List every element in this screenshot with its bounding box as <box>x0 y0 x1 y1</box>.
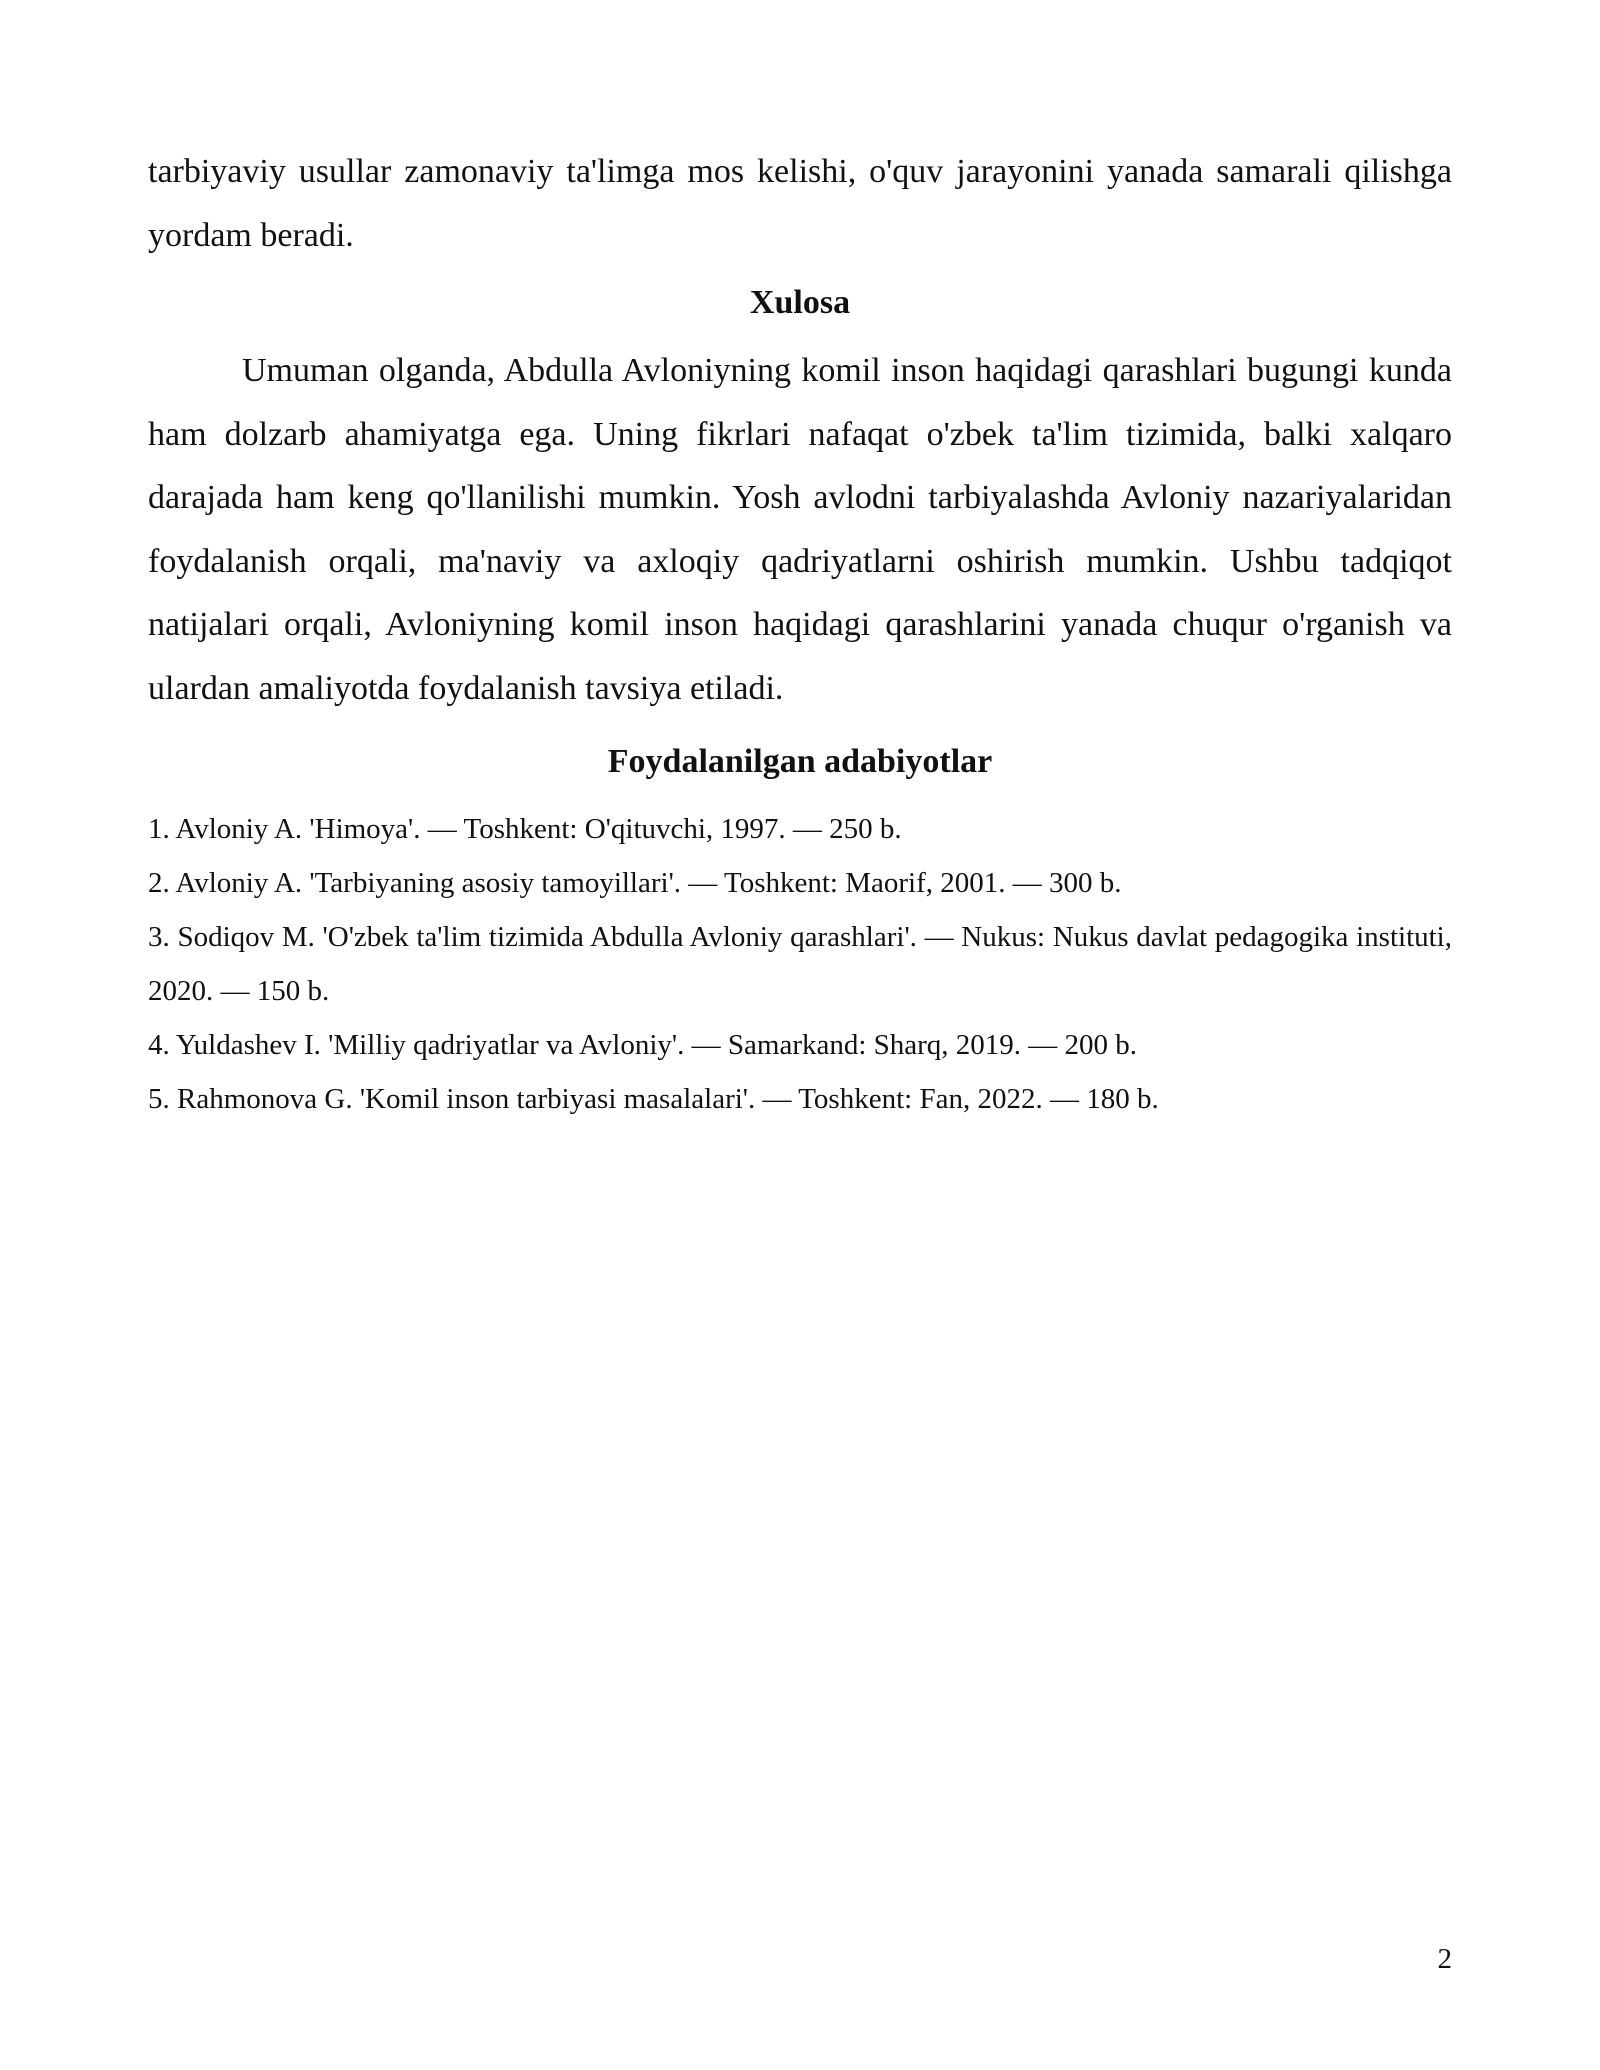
reference-item: 1. Avloniy A. 'Himoya'. — Toshkent: O'qituvchi, 1997. — 250 b. <box>148 813 902 845</box>
conclusion-heading: Xulosa <box>749 284 851 321</box>
conclusion-paragraph: Umuman olganda, Abdulla Avloniyning komil inson haqidagi qarashlari bugungi kunda ham dolzarb ahamiyatga ega. Uning fikrlari nafaqat o'zbek ta'lim tizimida, balki xalqaro darajada ham keng qo'llanilishi mumkin. Yosh avlodni tarbiyalashda Avloniy nazariyalaridan foydalanish orqali, ma'naviy va axloqiy qadriyatlarni oshirish mumkin. Ushbu tadqiqot natijalari orqali, Avloniyning komil inson haqidagi qarashlarini yanada chuqur o'rganish va ulardan amaliyotda foydalanish tavsiya etiladi. <box>148 352 1452 707</box>
references-heading: Foydalanilgan adabiyotlar <box>607 743 993 780</box>
references-list <box>148 802 1452 1126</box>
page-number: 2 <box>1437 1943 1452 1975</box>
reference-item: 3. Sodiqov M. 'O'zbek ta'lim tizimida Abdulla Avloniy qarashlari'. — Nukus: Nukus davlat pedagogika instituti, 2020. — 150 b. <box>148 921 1452 1007</box>
reference-item: 2. Avloniy A. 'Tarbiyaning asosiy tamoyillari'. — Toshkent: Maorif, 2001. — 300 b. <box>148 867 1122 899</box>
document-page <box>148 140 1452 1126</box>
reference-item: 4. Yuldashev I. 'Milliy qadriyatlar va Avloniy'. — Samarkand: Sharq, 2019. — 200 b. <box>148 1029 1138 1061</box>
continuation-paragraph: tarbiyaviy usullar zamonaviy ta'limga mos kelishi, o'quv jarayonini yanada samarali qilishga yordam beradi. <box>148 153 1452 254</box>
reference-item: 5. Rahmonova G. 'Komil inson tarbiyasi masalalari'. — Toshkent: Fan, 2022. — 180 b. <box>148 1083 1159 1115</box>
